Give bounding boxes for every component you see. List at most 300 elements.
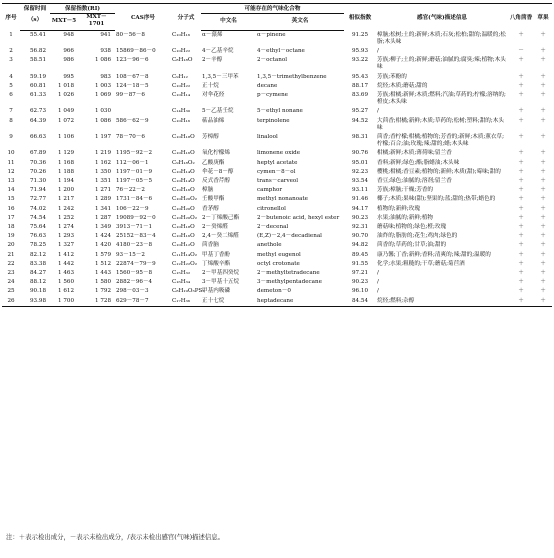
cell-cas: 1195－92－2	[116, 150, 153, 157]
table-row	[2, 287, 552, 296]
cell-no: 7	[9, 108, 13, 115]
cell-retention-time: 90.18	[29, 288, 46, 295]
cell-en-name: 2－decenal	[257, 223, 289, 230]
cell-en-name: α－pinene	[257, 32, 286, 38]
cell-en-name: linalool	[257, 133, 278, 140]
cell-cn-name: 5－乙基壬烷	[202, 108, 234, 115]
cell-similarity: 84.54	[344, 297, 376, 307]
cell-ri-mxt5: 1 463	[57, 269, 74, 276]
cell-similarity: 83.69	[352, 91, 369, 98]
cell-sensory: 芳族;柑橘;新鲜;木质;燃料;汽油;草药的;柠檬;溶纳的;橙皮;木头味	[377, 91, 506, 106]
cell-formula: C₁₇H₃₆	[171, 297, 201, 307]
cell-en-name: 2－methyltetradecane	[257, 269, 320, 276]
cell-retention-time: 55.41	[29, 32, 46, 38]
cell-similarity: 94.82	[352, 242, 369, 249]
cell-cn-name: 1,3,5－三甲苯	[202, 73, 239, 80]
cell-cas: 93－15－2	[116, 251, 145, 258]
cell-no: 12	[7, 168, 15, 175]
cell-retention-time: 59.19	[29, 73, 46, 80]
cell-ri-mxt5: 1 200	[57, 187, 74, 194]
cell-bajiao: ＋	[518, 279, 524, 286]
cell-caoguo: ＋	[540, 108, 546, 115]
cell-ri-mxt5: 966	[63, 47, 74, 54]
cell-similarity: 95.27	[352, 108, 369, 115]
cell-no: 13	[7, 177, 15, 184]
cell-en-name: cymen－8－ol	[257, 168, 296, 175]
cell-ri-mxt1701: 938	[100, 47, 111, 54]
cell-ri-mxt1701: 1 341	[94, 205, 111, 212]
cell-en-name: methyl eugenol	[257, 251, 301, 258]
cell-caoguo: ＋	[540, 269, 546, 276]
cell-cas: 108－67－8	[116, 73, 149, 80]
header-en-name: 英文名	[256, 14, 344, 31]
cell-retention-time: 84.27	[29, 269, 46, 276]
cell-formula: C₁₀H₁₄	[172, 91, 191, 98]
cell-en-name: 2－octanol	[257, 57, 287, 64]
cell-ri-mxt1701: 1 287	[94, 214, 111, 221]
table-row	[2, 73, 552, 82]
cell-en-name: 2－butenoic acid, hexyl ester	[257, 214, 340, 221]
cell-cas: 1197－05－5	[116, 177, 153, 184]
cell-en-name: trans－carveol	[257, 177, 299, 184]
table-row	[2, 47, 552, 56]
cell-bajiao: ＋	[518, 196, 524, 203]
cell-en-name: (E,Z)－2,4－decadienal	[257, 233, 322, 240]
cell-caoguo: ＋	[540, 73, 546, 80]
cell-similarity: 93.22	[352, 57, 369, 64]
table-row	[2, 269, 552, 278]
cell-caoguo: ＋	[540, 133, 546, 140]
cell-formula: C₁₀H₁₂O	[172, 242, 195, 249]
cell-ri-mxt5: 1 049	[57, 108, 74, 115]
cell-similarity: 95.43	[352, 73, 369, 80]
cell-formula: C₁₄H₃₀	[172, 108, 191, 115]
cell-sensory: 烷烃;燃料;杂醇	[376, 297, 508, 307]
cell-bajiao: ＋	[518, 260, 524, 267]
cell-similarity: 94.17	[352, 205, 369, 212]
cell-caoguo: ＋	[540, 214, 546, 221]
cell-no: 22	[7, 260, 15, 267]
cell-ri-mxt1701: 1 003	[94, 82, 111, 89]
cell-cn-name: 乙酸庚酯	[202, 159, 225, 166]
cell-similarity: 91.55	[352, 260, 369, 267]
cell-ri-mxt1701: 1 271	[94, 187, 111, 194]
cell-cn-name: 芳樟醇	[202, 133, 219, 140]
cell-formula: C₁₀H₁₄O	[172, 168, 195, 175]
cell-cas: 124－18－5	[116, 82, 149, 89]
cell-sensory: /	[377, 288, 379, 295]
cell-bajiao: ＋	[518, 242, 524, 249]
cell-ri-mxt1701: 1 086	[94, 57, 111, 64]
cell-retention-time: 71.94	[29, 187, 46, 194]
cell-ri-mxt1701: 1 197	[94, 133, 111, 140]
cell-caoguo: ＋	[540, 168, 546, 175]
cell-sensory: 柑橘;新鲜;木质;薄荷味;留兰香	[377, 150, 452, 157]
header-compound: 可能存在的气味化合物	[201, 4, 344, 14]
cell-similarity: 90.23	[352, 214, 369, 221]
cell-no: 1	[9, 31, 13, 38]
cell-en-name: 1,3,5－trimethylbenzene	[257, 73, 327, 80]
cell-formula: C₁₀H₂₀O₂	[172, 214, 197, 221]
table-row	[2, 133, 552, 149]
cell-cas: 298－03－3	[116, 288, 149, 295]
cell-ri-mxt5: 1 194	[57, 177, 74, 184]
cell-sensory: 化学;水果;粗糙的;干草;蘑菇;菊苣酒	[377, 260, 465, 267]
cell-cas: 112－06－1	[116, 159, 149, 166]
cell-en-name: heptadecane	[256, 297, 344, 307]
cell-en-name: camphor	[257, 187, 282, 194]
header-bajiao: 八角茴香	[508, 4, 534, 31]
cell-cas: 586－62－9	[116, 117, 149, 124]
cell-cn-name: 4－乙基辛烷	[202, 47, 234, 54]
cell-no: 2	[9, 47, 13, 54]
cell-sensory: /	[377, 279, 379, 286]
table-row	[2, 214, 552, 223]
cell-sensory: /	[377, 108, 379, 115]
cell-caoguo: ＋	[540, 47, 546, 54]
cell-cas: 2882－96－4	[116, 279, 153, 286]
cell-formula: C₁₀H₂₀O	[172, 205, 195, 212]
cell-sensory: 茴香的;草药的;甘草;油;甜的	[377, 242, 447, 249]
cell-caoguo: ＋	[540, 150, 546, 157]
header-sensory: 感官(气味)描述信息	[376, 4, 508, 31]
cell-ri-mxt1701: 941	[100, 32, 111, 38]
cell-bajiao: ＋	[518, 91, 524, 98]
cell-ri-mxt1701: 1 219	[94, 150, 111, 157]
cell-ri-mxt1701: 1 350	[94, 168, 111, 175]
cell-retention-time: 67.89	[29, 150, 46, 157]
header-retention-time: 保留时间	[20, 4, 50, 14]
cell-caoguo: ＋	[540, 223, 546, 230]
cell-similarity: 91.46	[352, 196, 369, 203]
cell-ri-mxt1701: 1 289	[94, 196, 111, 203]
cell-no: 14	[7, 187, 15, 194]
cell-sensory: 香料;新鲜;绿色;酯;脂蜡油;木头味	[377, 159, 460, 166]
cell-cas: 78－70－6	[116, 133, 145, 140]
cell-formula: C₁₀H₂₂	[172, 47, 191, 54]
header-mxt5: MXT－5	[50, 14, 78, 31]
cell-similarity: 92.31	[352, 223, 369, 230]
cell-retention-time: 72.77	[29, 196, 46, 203]
cell-cas: 99－87－6	[116, 91, 145, 98]
table-row	[2, 260, 552, 269]
cell-bajiao: ＋	[518, 150, 524, 157]
cell-cas: 19089－92－0	[116, 214, 156, 221]
cell-en-name: 4－ethyl－octane	[257, 47, 305, 54]
cell-sensory: 芳族;柳子;土的;新鲜;蘑菇;油腻的;腐臭;辣;植物;木头味	[377, 57, 506, 71]
cell-retention-time: 93.98	[20, 297, 50, 307]
cell-ri-mxt5: 1 168	[57, 159, 74, 166]
table-row	[2, 223, 552, 232]
cell-cas: 123－96－6	[116, 57, 149, 64]
cell-ri-mxt1701: 1 512	[94, 260, 111, 267]
cell-bajiao: ＋	[518, 251, 524, 258]
cell-sensory: 康乃馨;丁香;新鲜;香料;清爽的;辣;甜的;温暖的	[377, 251, 491, 258]
cell-cn-name: 反式香芹醇	[202, 177, 230, 184]
cell-caoguo: ＋	[540, 57, 546, 64]
cell-bajiao: ＋	[518, 233, 524, 240]
cell-bajiao: ＋	[518, 223, 524, 230]
cell-ri-mxt1701: 1 728	[78, 297, 115, 307]
cell-formula: C₁₀H₁₆	[172, 31, 191, 38]
cell-cn-name: 正十烷	[202, 82, 219, 89]
cell-ri-mxt5: 1 217	[57, 196, 74, 203]
cell-retention-time: 75.64	[29, 223, 46, 230]
cell-bajiao: ＋	[518, 73, 524, 80]
cell-similarity: 98.31	[352, 133, 369, 140]
cell-similarity: 90.70	[352, 233, 369, 240]
cell-sensory: 樟脑;松树;土的;新鲜;木质;石灰;松柏;甜的;温暖的;松脂;木头味	[377, 31, 506, 45]
cell-formula: C₁₀H₁₈O	[172, 223, 195, 230]
cell-en-name: p－cymene	[257, 91, 288, 98]
cell-caoguo: ＋	[540, 260, 546, 267]
cell-ri-mxt1701: 1 579	[94, 251, 111, 258]
cell-ri-mxt1701: 1 424	[94, 233, 111, 240]
cell-caoguo: ＋	[540, 159, 546, 166]
cell-sensory: 香豆;绿色;油腻的;溶剂;留兰香	[377, 177, 452, 184]
cell-no: 17	[7, 214, 15, 221]
cell-similarity: 91.25	[352, 31, 369, 38]
cell-retention-time: 64.39	[29, 117, 46, 124]
cell-bajiao: ＋	[508, 297, 534, 307]
cell-similarity: 96.10	[352, 288, 369, 295]
cell-ri-mxt5: 1 026	[57, 91, 74, 98]
cell-en-name: anethole	[257, 242, 282, 249]
cell-formula: C₁₀H₂₂	[172, 82, 191, 89]
cell-cn-name: 2,4－癸二烯醛	[202, 233, 239, 240]
cell-cn-name: 2－癸烯醛	[202, 223, 228, 230]
cell-cn-name: 2－甲基四癸烷	[202, 269, 240, 276]
cell-en-name: octyl crotonate	[257, 260, 300, 267]
cell-formula: C₁₀H₁₆O	[172, 150, 195, 157]
cell-bajiao: ＋	[518, 214, 524, 221]
cell-ri-mxt5: 1 129	[57, 150, 74, 157]
cell-no: 4	[9, 73, 13, 80]
cell-bajiao: ＋	[518, 31, 524, 38]
cell-sensory: 芳族;樟脑;干燥;芳香的	[377, 187, 434, 194]
cell-bajiao: ＋	[518, 117, 524, 124]
cell-caoguo: ＋	[540, 205, 546, 212]
cell-retention-time: 74.54	[29, 214, 46, 221]
cell-ri-mxt1701: 1 086	[94, 117, 111, 124]
cell-caoguo: ＋	[540, 177, 546, 184]
cell-cn-name: 丁烯酸辛酯	[202, 260, 230, 267]
cell-retention-time: 76.63	[29, 233, 46, 240]
cell-retention-time: 78.25	[29, 242, 46, 249]
cell-caoguo: ＋	[540, 279, 546, 286]
cell-formula: C₁₀H₁₆O	[172, 187, 195, 194]
cell-ri-mxt5: 1 412	[57, 251, 74, 258]
cell-formula: C₈H₁₉O₃PS₂	[172, 288, 205, 295]
table-body	[2, 31, 552, 307]
cell-cas: 1731－84－6	[116, 196, 153, 203]
cell-cas: 15869－86－0	[116, 47, 156, 54]
cell-no: 19	[7, 233, 15, 240]
cell-cas: 25152－83－4	[116, 233, 156, 240]
cell-no: 26	[2, 297, 20, 307]
cell-ri-mxt5: 1 700	[50, 297, 78, 307]
header-formula: 分子式	[171, 4, 201, 31]
cell-no: 18	[7, 223, 15, 230]
cell-formula: C₁₀H₁₄O	[172, 177, 195, 184]
table-row	[2, 205, 552, 214]
cell-sensory: 大茴香;柑橘;新鲜;木质;草药的;松树;塑料;甜的;木头味	[377, 117, 504, 131]
cell-caoguo: ＋	[540, 187, 546, 194]
cell-ri-mxt1701: 1 580	[94, 279, 111, 286]
header-no: 序号	[2, 4, 20, 31]
cell-cn-name: 对伞花烃	[202, 91, 225, 98]
table-row	[2, 168, 552, 177]
cell-ri-mxt1701: 1 443	[94, 269, 111, 276]
header-mxt1701: MXT－1701	[78, 14, 115, 31]
cell-no: 3	[9, 57, 13, 64]
cell-ri-mxt5: 1 188	[57, 168, 74, 175]
cell-similarity: 93.54	[352, 177, 369, 184]
cell-ri-mxt1701: 1 069	[94, 91, 111, 98]
cell-similarity: 90.23	[352, 279, 369, 286]
cell-similarity: 95.93	[352, 47, 369, 54]
cell-retention-time: 62.73	[29, 108, 46, 115]
cell-ri-mxt5: 1 612	[57, 288, 74, 295]
cell-formula: C₁₅H₃₂	[172, 269, 191, 276]
cell-bajiao: ＋	[518, 205, 524, 212]
cell-no: 23	[7, 269, 15, 276]
cell-cn-name: 萜品油烯	[202, 117, 225, 124]
cell-sensory: 芳族;苯酚的	[377, 73, 407, 80]
cell-no: 15	[7, 196, 15, 203]
cell-bajiao: ＋	[518, 82, 524, 89]
cell-caoguo: ＋	[540, 196, 546, 203]
cell-cn-name: 茴香脑	[202, 242, 219, 249]
cell-ri-mxt5: 1 252	[57, 214, 74, 221]
cell-en-name: demeton－0	[257, 288, 291, 295]
cell-no: 21	[7, 251, 15, 258]
cell-sensory: 茴香;香柠檬;柑橘;植物的;芳香的;新鲜;木质;薰衣草;柠檬;百合;油;玫瑰;辣;甜的;蜡;木头味	[377, 133, 504, 148]
cell-retention-time: 71.30	[29, 177, 46, 184]
cell-retention-time: 74.02	[29, 205, 46, 212]
cell-retention-time: 66.63	[29, 133, 46, 140]
cell-similarity: 93.11	[352, 187, 369, 194]
table-row	[2, 278, 552, 287]
cell-retention-time: 83.38	[29, 260, 46, 267]
cell-ri-mxt1701: 1 030	[94, 108, 111, 115]
cell-cn-name: 香茅醇	[202, 205, 219, 212]
cell-ri-mxt5: 1 106	[57, 133, 74, 140]
cell-similarity: 90.76	[352, 150, 369, 157]
cell-sensory: 樱桃;柑橘;香豆素;植物的;新鲜;木质(甜);霉味;甜的	[377, 168, 501, 175]
table-row	[2, 195, 552, 204]
cell-ri-mxt5: 948	[63, 32, 74, 38]
cell-formula: C₁₀H₁₆	[172, 117, 191, 124]
cell-caoguo: ＋	[540, 91, 546, 98]
cell-cn-name: 2－辛醇	[202, 57, 223, 64]
cell-ri-mxt1701: 1 792	[94, 288, 111, 295]
header-similarity: 相似指数	[344, 4, 376, 31]
table-row	[2, 177, 552, 186]
cell-no: 24	[7, 279, 15, 286]
cell-ri-mxt5: 1 242	[57, 205, 74, 212]
cell-sensory: 椰子;木质;果味(甜);坚果的;蓝;甜的;热带;蜡色的	[377, 196, 496, 203]
cell-ri-mxt1701: 1 162	[94, 159, 111, 166]
table-row	[2, 159, 552, 168]
cell-cn-name: 壬酸甲酯	[202, 196, 225, 203]
cell-cas	[115, 107, 171, 116]
cell-cas: 4180－23－8	[116, 242, 153, 249]
compound-table	[2, 3, 552, 307]
header-rt-unit: （s）	[20, 14, 50, 31]
cell-ri-mxt5: 1 327	[57, 242, 74, 249]
header-caoguo: 草果	[534, 4, 552, 31]
header-cn-name: 中文名	[201, 14, 256, 31]
cell-no: 9	[9, 133, 13, 140]
table-row	[2, 107, 552, 116]
cell-retention-time: 70.36	[29, 159, 46, 166]
cell-no: 25	[7, 288, 15, 295]
cell-caoguo: ＋	[540, 31, 546, 38]
cell-no: 5	[9, 82, 13, 89]
cell-formula: C₁₀H₁₆O	[172, 233, 195, 240]
cell-cas: 106－22－9	[116, 205, 149, 212]
cell-retention-time: 60.81	[29, 82, 46, 89]
cell-cn-name: 伞花－8－醇	[202, 168, 234, 175]
cell-similarity: 95.01	[352, 159, 369, 166]
table-row	[2, 117, 552, 133]
cell-cas: 629－78－7	[115, 297, 171, 307]
cell-similarity: 89.45	[352, 251, 369, 258]
cell-retention-time: 70.26	[29, 168, 46, 175]
cell-sensory: 烷烃;木质;蘑菇;甜的	[377, 82, 428, 89]
table-footnote: 注：＋表示检出成分，－表示未检出成分，/表示未检出感官(气味)描述信息。	[6, 533, 225, 541]
cell-ri-mxt1701: 1 351	[94, 177, 111, 184]
cell-no: 11	[7, 159, 15, 166]
table-row	[2, 251, 552, 260]
cell-bajiao: ＋	[518, 108, 524, 115]
cell-bajiao: ＋	[518, 288, 524, 295]
cell-bajiao: ＋	[518, 57, 524, 64]
cell-cn-name: 甲基内吸磷	[202, 288, 230, 295]
cell-formula: C₁₀H₁₈O	[172, 133, 195, 140]
cell-similarity: 97.21	[352, 269, 369, 276]
cell-ri-mxt1701: 1 420	[94, 242, 111, 249]
cell-similarity: 94.52	[352, 117, 369, 124]
cell-formula: C₁₁H₁₄O₂	[172, 251, 197, 258]
cell-sensory: /	[377, 269, 379, 276]
table-row	[2, 91, 552, 107]
cell-bajiao: ＋	[518, 269, 524, 276]
header-cas: CAS序号	[115, 4, 171, 31]
cell-en-name: limonene oxide	[257, 150, 301, 157]
cell-cn-name: 氧化柠檬烯	[202, 150, 230, 157]
cell-en-name: 3－methylpentadecane	[257, 279, 322, 286]
cell-ri-mxt5: 1 442	[57, 260, 74, 267]
cell-cn-name: 正十七烷	[201, 297, 256, 307]
cell-no: 6	[9, 91, 13, 98]
cell-en-name: methyl nonanoate	[257, 196, 308, 203]
cell-caoguo: ＋	[540, 288, 546, 295]
cell-en-name: decane	[257, 82, 278, 89]
cell-ri-mxt5: 1 274	[57, 223, 74, 230]
cell-cas: 80－56－8	[116, 31, 145, 38]
cell-formula: C₉H₁₂	[172, 73, 188, 80]
cell-cas: 1560－95－8	[116, 269, 153, 276]
cell-cas: 22874－79－9	[116, 260, 156, 267]
cell-cn-name: 甲基丁香酚	[202, 251, 230, 258]
cell-ri-mxt5: 1 018	[57, 82, 74, 89]
cell-en-name: heptyl acetate	[257, 159, 298, 166]
cell-cn-name: α－蒎烯	[202, 32, 223, 38]
cell-formula: C₁₆H₃₄	[172, 279, 191, 286]
cell-ri-mxt5: 1 293	[57, 233, 74, 240]
